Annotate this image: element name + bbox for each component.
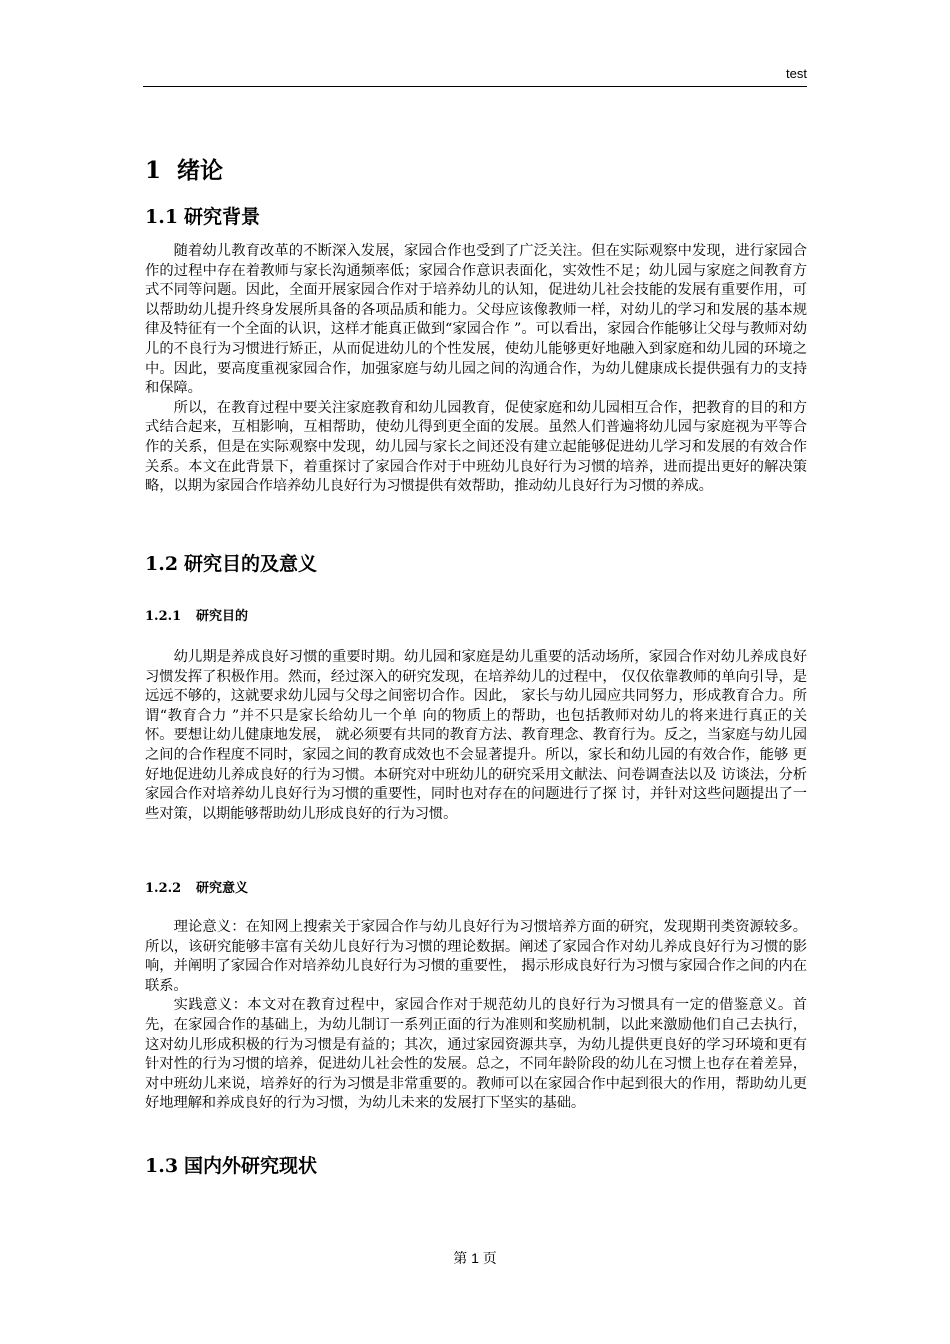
section-number: 1.1: [145, 206, 179, 228]
paragraph: 理论意义：在知网上搜索关于家园合作与幼儿良好行为习惯培养方面的研究，发现期刊类资源较多。所以，该研究能够丰富有关幼儿良好行为习惯的理论数据。阐述了家园合作对幼儿养成良好行为习惯的影响，并阐明了家园合作对培养幼儿良好行为习惯的重要性， 揭示形成良好行为习惯与家园合作之间的内在联系。: [145, 919, 807, 994]
section-1-1-body: [145, 242, 807, 497]
subsection-number: 1.2.2: [145, 881, 182, 896]
running-header: test: [786, 66, 807, 81]
chapter-heading: [145, 154, 223, 188]
chapter-number: 1: [145, 157, 162, 184]
subsection-1-2-1-body: [145, 648, 807, 824]
section-title: 研究目的及意义: [184, 553, 318, 575]
paragraph: 随着幼儿教育改革的不断深入发展，家园合作也受到了广泛关注。但在实际观察中发现，进行家园合作的过程中存在着教师与家长沟通频率低；家园合作意识表面化，实效性不足；幼儿园与家庭之间教育方式不同等问题。因此，全面开展家园合作对于培养幼儿的认知，促进幼儿社会技能的发展有重要作用，可以帮助幼儿提升终身发展所具备的各项品质和能力。父母应该像教师一样，对幼儿的学习和发展的基本规律及特征有一个全面的认识，这样才能真正做到“家园合作 ”。可以看出，家园合作能够让父母与教师对幼儿的不良行为习惯进行矫正，从而促进幼儿的个性发展，使幼儿能够更好地融入到家庭和幼儿园的环境之中。因此，要高度重视家园合作，加强家庭与幼儿园之间的沟通合作，为幼儿健康成长提供强有力的支持和保障。: [145, 243, 807, 397]
paragraph: 幼儿期是养成良好习惯的重要时期。幼儿园和家庭是幼儿重要的活动场所，家园合作对幼儿养成良好习惯发挥了积极作用。然而，经过深入的研究发现，在培养幼儿的过程中， 仅仅依靠教师的单向引导，是远远不够的，这就要求幼儿园与父母之间密切合作。因此， 家长与幼儿园应共同努力，形成教育合力。所谓“教育合力 ”并不只是家长给幼儿一个单 向的物质上的帮助，也包括教师对幼儿的将来进行真正的关怀。要想让幼儿健康地发展， 就必须要有共同的教育方法、教育理念、教育行为。反之，当家庭与幼儿园之间的合作程度不同时，家园之间的教育成效也不会显著提升。所以，家长和幼儿园的有效合作，能够 更好地促进幼儿养成良好的行为习惯。本研究对中班幼儿的研究采用文献法、问卷调查法以及 访谈法，分析家园合作对培养幼儿良好行为习惯的重要性，同时也对存在的问题进行了探 讨，并针对这些问题提出了一些对策，以期能够帮助幼儿形成良好的行为习惯。: [145, 649, 807, 822]
subsection-1-2-2-body: [145, 918, 807, 1114]
section-title: 研究背景: [184, 206, 261, 228]
section-heading-1-1: [145, 203, 260, 231]
section-number: 1.2: [145, 553, 179, 575]
paragraph: 所以，在教育过程中要关注家庭教育和幼儿园教育，促使家庭和幼儿园相互合作，把教育的目的和方式结合起来，互相影响，互相帮助，使幼儿得到更全面的发展。虽然人们普遍将幼儿园与家庭视为平等合作的关系，但是在实际观察中发现，幼儿园与家长之间还没有建立起能够促进幼儿学习和发展的有效合作关系。本文在此背景下，着重探讨了家园合作对于中班幼儿良好行为习惯的培养，进而提出更好的解决策略，以期为家园合作培养幼儿良好行为习惯提供有效帮助，推动幼儿良好行为习惯的养成。: [145, 399, 807, 495]
subsection-heading-1-2-2: [145, 879, 248, 899]
subsection-title: 研究意义: [196, 881, 249, 896]
section-heading-1-3: [145, 1152, 317, 1180]
subsection-number: 1.2.1: [145, 609, 182, 624]
page-number: 第 1 页: [453, 1250, 497, 1266]
section-heading-1-2: [145, 550, 317, 578]
subsection-title: 研究目的: [196, 609, 249, 624]
subsection-heading-1-2-1: [145, 607, 248, 627]
section-title: 国内外研究现状: [184, 1155, 318, 1177]
chapter-title: 绪论: [177, 157, 223, 184]
section-number: 1.3: [145, 1155, 179, 1177]
header-rule: [143, 86, 807, 87]
paragraph: 实践意义：本文对在教育过程中，家园合作对于规范幼儿的良好行为习惯具有一定的借鉴意义。首先，在家园合作的基础上，为幼儿制订一系列正面的行为准则和奖励机制，以此来激励他们自己去执行，这对幼儿形成积极的行为习惯是有益的；其次，通过家园资源共享，为幼儿提供更良好的学习环境和更有针对性的行为习惯的培养，促进幼儿社会性的发展。总之，不同年龄阶段的幼儿在习惯上也存在着差异，对中班幼儿来说，培养好的行为习惯是非常重要的。教师可以在家园合作中起到很大的作用，帮助幼儿更好地理解和养成良好的行为习惯，为幼儿未来的发展打下坚实的基础。: [145, 997, 807, 1112]
